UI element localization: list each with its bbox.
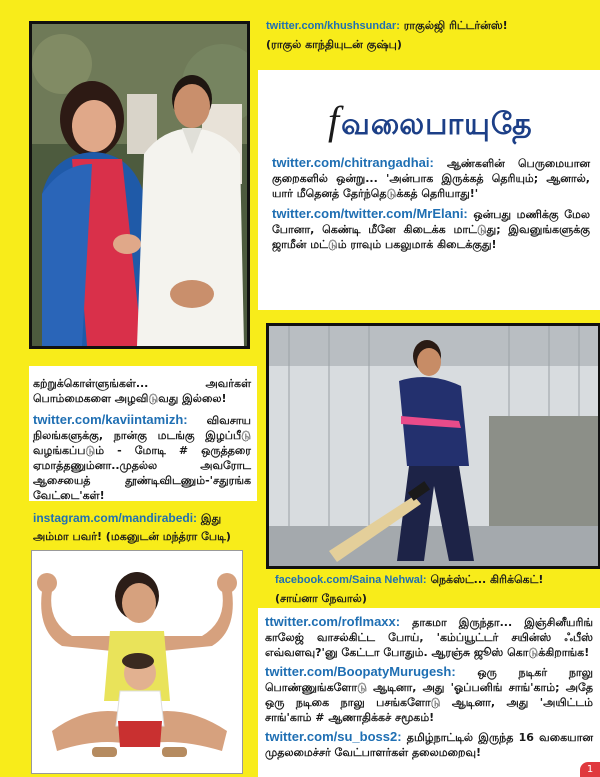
caption-saina-sub: (சாய்னா நேவால்) bbox=[275, 592, 367, 605]
tweet-handle[interactable]: twitter.com/BoopatyMurugesh: bbox=[265, 664, 456, 679]
right-tweets bbox=[272, 155, 590, 252]
tweet-text: ஒரு நடிகர் நாலு பொண்ணுங்களோடு ஆடினா, அது 'ஓப்பனிங் சாங்'காம்; அதே ஒரு நடிகை நாலு பசங்களோடு ஆடினா, அது 'அயிட்டம் சாங்'காம் # ஆணாதிக்கச் சமூகம்! bbox=[265, 666, 593, 724]
caption-saina-handle[interactable]: facebook.com/Saina Nehwal: bbox=[275, 574, 427, 586]
caption-top-handle[interactable]: twitter.com/khushsundar: bbox=[266, 20, 400, 32]
caption-top bbox=[266, 18, 596, 52]
tweet-item bbox=[33, 412, 251, 503]
caption-top-text: ராகுல்ஜி ரிட்டர்ன்ஸ்! bbox=[399, 19, 508, 32]
bottom-right-tweets bbox=[265, 614, 593, 760]
caption-mandira-handle[interactable]: instagram.com/mandirabedi: bbox=[33, 511, 198, 525]
caption-top-sub: (ராகுல் காந்தியுடன் குஷ்பு) bbox=[266, 38, 402, 51]
intro-text: கற்றுக்கொள்ளுங்கள்... அவர்கள் பொம்மைகளை அழவிடுவது இல்லை! bbox=[33, 377, 251, 405]
tweet-item bbox=[265, 664, 593, 725]
page-number-text: 1 bbox=[586, 764, 594, 775]
tweet-text: தமிழ்நாட்டில் இருந்த 16 வகையான முதலமைச்சர் வேட்பாளர்கள் தலைமறைவு! bbox=[265, 731, 593, 759]
tweet-item bbox=[272, 155, 590, 201]
tweet-text: ஒன்பது மணிக்கு மேல போனா, கெண்டி மீனே கிடைக்க மாட்டுது; இவனுங்களுக்கு ஜாமீன் மட்டும் ராவும் பகலுமாக் கிடைக்குது! bbox=[272, 208, 590, 251]
tweet-text: தாகமா இருந்தா... இஞ்சினீயரிங் காலேஜ் வாசல்கிட்ட போய், 'கம்ப்யூட்டர் சயின்ஸ் ஃபீஸ் எவ்வளவு?'னு கேட்டா போதும். ஆரஞ்சு ஜூஸ் கொடுக்கிறாங்க! bbox=[265, 616, 593, 659]
tweet-text: ஆண்களின் பெருமையான குறைகளில் ஒன்று... 'அன்பாக இருக்கத் தெரியும்; ஆனால், யார் மீதெனத் தேர்ந்தெடுக்கத் தெரியாது!' bbox=[272, 157, 590, 200]
photo-saina-art bbox=[269, 326, 598, 566]
tweet-item bbox=[265, 729, 593, 760]
page-number bbox=[580, 762, 600, 777]
tweet-item bbox=[272, 206, 590, 252]
tweet-handle[interactable]: ttwitter.com/roflmaxx: bbox=[265, 614, 401, 629]
photo-saina bbox=[266, 323, 600, 569]
tweet-handle[interactable]: twitter.com/chitrangadhai: bbox=[272, 155, 434, 170]
logo bbox=[328, 100, 533, 142]
caption-mandira-line2: அம்மா பவர்! (மகனுடன் மந்த்ரா பேடி) bbox=[33, 530, 231, 543]
tweet-item bbox=[265, 614, 593, 660]
logo-f: f bbox=[328, 98, 340, 143]
tweet-handle[interactable]: twitter.com/su_boss2: bbox=[265, 729, 402, 744]
caption-saina bbox=[275, 572, 595, 606]
left-tweets bbox=[33, 376, 251, 503]
photo-khushbu-rahul-art bbox=[32, 24, 247, 346]
caption-saina-text: நெக்ஸ்ட்... கிரிக்கெட்! bbox=[426, 573, 544, 586]
photo-mandira bbox=[31, 550, 243, 774]
photo-khushbu-rahul bbox=[29, 21, 250, 349]
logo-text: வலைபாயுதே bbox=[341, 107, 533, 142]
photo-mandira-art bbox=[32, 551, 242, 773]
tweet-text: விவசாய நிலங்களுக்கு, நான்கு மடங்கு இழப்பீடு வழங்கப்படும் - மோடி # ஒருத்தரை ஏமாத்தணும்னா..முதல்ல அவரோட ஆசையைத் தூண்டிவிடணும்-'சதுரங்க வேட்டை'கள்! bbox=[33, 414, 251, 502]
caption-mandira-text: இது bbox=[197, 512, 222, 525]
tweet-handle[interactable]: twitter.com/twitter.com/MrElani: bbox=[272, 206, 468, 221]
caption-mandira bbox=[33, 511, 258, 544]
tweet-handle[interactable]: twitter.com/kaviintamizh: bbox=[33, 412, 188, 427]
